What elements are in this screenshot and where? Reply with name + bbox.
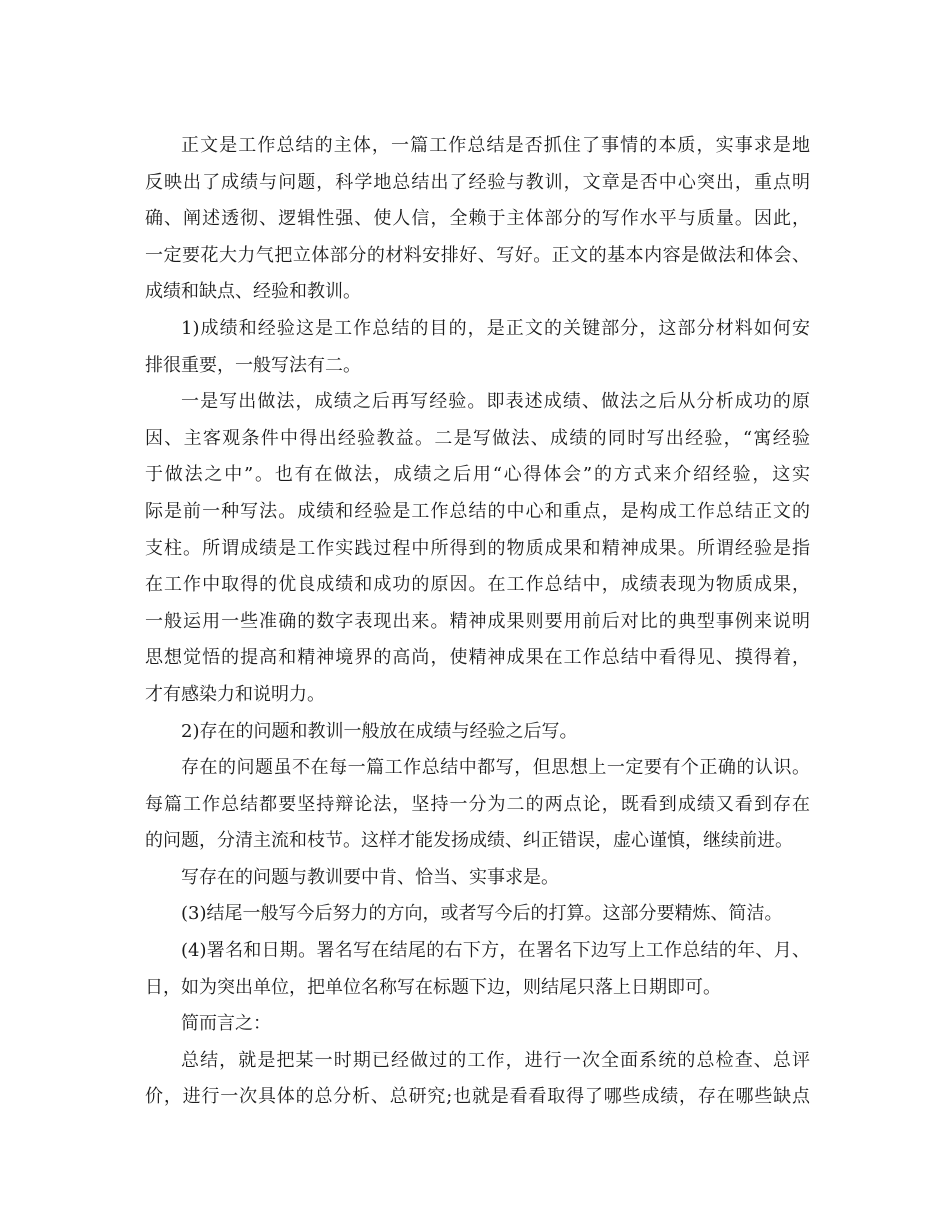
text-line: 写存在的问题与教训要中肯、恰当、实事求是。 (181, 866, 559, 888)
text-line: 一是写出做法，成绩之后再写经验。即表述成绩、做法之后从分析成功的原 (181, 391, 810, 413)
text-line: (4)署名和日期。署名写在结尾的右下方，在署名下边写上工作总结的年、月、 (181, 940, 810, 962)
document-body (145, 128, 810, 1116)
text-line: 成绩和缺点、经验和教训。 (145, 281, 361, 303)
text-line: 存在的问题虽不在每一篇工作总结中都写，但思想上一定要有个正确的认识。 (181, 757, 810, 779)
text-line: 思想觉悟的提高和精神境界的高尚，使精神成果在工作总结中看得见、摸得着， (145, 647, 810, 669)
text-line: 才有感染力和说明力。 (145, 683, 325, 705)
text-line: 正文是工作总结的主体，一篇工作总结是否抓住了事情的本质，实事求是地 (181, 135, 810, 156)
text-line: 一定要花大力气把立体部分的材料安排好、写好。正文的基本内容是做法和体会、 (145, 244, 810, 266)
text-line: 简而言之： (181, 1013, 271, 1035)
text-line: 际是前一种写法。成绩和经验是工作总结的中心和重点，是构成工作总结正文的 (145, 500, 810, 522)
text-line: 每篇工作总结都要坚持辩论法，坚持一分为二的两点论，既看到成绩又看到存在 (145, 793, 810, 815)
text-line: 的问题，分清主流和枝节。这样才能发扬成绩、纠正错误，虚心谨慎，继续前进。 (145, 830, 793, 852)
text-line: 支柱。所谓成绩是工作实践过程中所得到的物质成果和精神成果。所谓经验是指 (145, 537, 810, 559)
text-line: 一般运用一些准确的数字表现出来。精神成果则要用前后对比的典型事例来说明 (145, 610, 810, 632)
text-line: 价，进行一次具体的总分析、总研究;也就是看看取得了哪些成绩，存在哪些缺点 (145, 1086, 810, 1108)
text-line: 排很重要，一般写法有二。 (145, 354, 361, 376)
text-line: 总结，就是把某一时期已经做过的工作，进行一次全面系统的总检查、总评 (181, 1049, 810, 1071)
text-line: (3)结尾一般写今后努力的方向，或者写今后的打算。这部分要精炼、简洁。 (181, 903, 783, 925)
text-line: 在工作中取得的优良成绩和成功的原因。在工作总结中，成绩表现为物质成果， (145, 574, 810, 596)
text-line: 日，如为突出单位，把单位名称写在标题下边，则结尾只落上日期即可。 (145, 976, 721, 998)
text-line: 于做法之中”。也有在做法，成绩之后用“心得体会”的方式来介绍经验，这实 (145, 464, 810, 486)
text-line: 确、阐述透彻、逻辑性强、使人信，全赖于主体部分的写作水平与质量。因此， (145, 208, 810, 230)
text-line: 2)存在的问题和教训一般放在成绩与经验之后写。 (181, 720, 578, 742)
text-line: 因、主客观条件中得出经验教益。二是写做法、成绩的同时写出经验，“寓经验 (145, 427, 810, 449)
text-line: 1)成绩和经验这是工作总结的目的，是正文的关键部分，这部分材料如何安 (181, 317, 810, 339)
text-line: 反映出了成绩与问题，科学地总结出了经验与教训，文章是否中心突出，重点明 (145, 171, 810, 193)
